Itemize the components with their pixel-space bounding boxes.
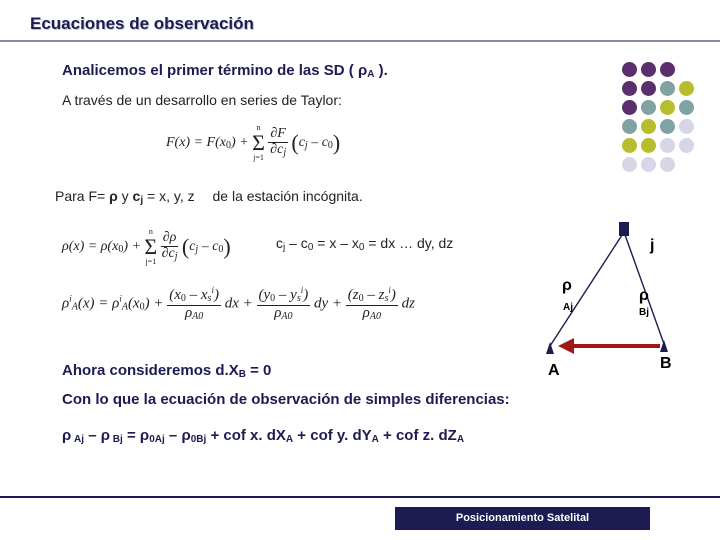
term-dy: + cof y. dY xyxy=(293,427,372,444)
decorative-dot xyxy=(679,138,694,153)
intro-heading-text: Analicemos el primer término de las SD ( xyxy=(62,62,358,79)
ahora-line xyxy=(62,362,271,380)
c-subscript: j xyxy=(140,195,144,206)
single-difference-equation xyxy=(62,427,464,445)
equals: = xyxy=(122,427,140,444)
label-a: A xyxy=(548,362,560,378)
decorative-dot xyxy=(660,100,675,115)
param-line xyxy=(55,188,363,206)
ahora-end: = 0 xyxy=(245,362,272,379)
x0-sub: 0 xyxy=(358,242,365,253)
ahora-text: Ahora consideremos d.X xyxy=(62,362,239,379)
rho-symbol: ρ xyxy=(109,188,118,204)
fraction-y: $\frac{(y_0 - y_s^i)}{\rho_{A0}}$ xyxy=(258,285,309,322)
param-tail: de la estación incógnita. xyxy=(212,188,363,204)
label-bj: Bj xyxy=(639,307,649,318)
decorative-dot xyxy=(679,100,694,115)
decorative-dot xyxy=(622,119,637,134)
arrow-head-icon xyxy=(558,338,574,354)
station-b-marker xyxy=(660,340,668,352)
cj-dash: – c xyxy=(285,235,308,251)
decorative-dot xyxy=(641,138,656,153)
label-j: j xyxy=(650,237,655,254)
intro-heading-end: ). xyxy=(374,62,388,79)
label-aj: Aj xyxy=(563,302,573,313)
rho-bj: ρ xyxy=(100,427,111,444)
cj-rest: = dx … dy, dz xyxy=(364,235,454,251)
param-post: = x, y, z xyxy=(143,188,195,204)
observation-geometry-diagram xyxy=(520,218,700,378)
decorative-dot xyxy=(679,119,694,134)
cj-c: c xyxy=(276,235,283,251)
satellite-j-marker xyxy=(619,222,629,236)
sub-0aj: 0Aj xyxy=(149,434,165,445)
decorative-dot xyxy=(641,81,656,96)
decorative-dot xyxy=(679,81,694,96)
decorative-dot xyxy=(622,62,637,77)
decorative-dot-grid xyxy=(622,62,714,174)
param-mid: y xyxy=(117,188,133,204)
partial-fraction: $\frac{\partial\rho}{\partial c_j}$ xyxy=(161,230,178,263)
rho-0bj: ρ xyxy=(181,427,191,444)
decorative-dot xyxy=(641,157,656,172)
term-dz: + cof z. dZ xyxy=(378,427,457,444)
sum-operator: n Σ j=1 xyxy=(252,123,265,162)
fraction-x: $\frac{(x_0 - x_s^i)}{\rho_{A0}}$ xyxy=(169,285,219,322)
decorative-dot xyxy=(660,138,675,153)
cj-sub: j xyxy=(283,242,286,253)
term-dx: + cof x. dX xyxy=(206,427,286,444)
cj-eqx: = x – x xyxy=(313,235,359,251)
decorative-dot xyxy=(641,100,656,115)
station-a-marker xyxy=(546,342,554,354)
label-rho-aj: ρ xyxy=(562,277,572,294)
cj-line xyxy=(276,235,453,253)
sum-operator: n Σ j=1 xyxy=(144,227,158,266)
sub-dy: A xyxy=(371,434,379,445)
decorative-dot xyxy=(660,119,675,134)
linearized-equation: $\rho^i_A(x) = \rho^i_A(x_0)$ + $\frac{(x_0 - x_s^i)}{\rho_{A0}}$ dx + $\frac{(y_0 - y_s^i)}{\rho_{A0}}$ dy + $\frac{(z_0 - z_s^i)}{\rho_{A0}}$ dz xyxy=(62,285,415,322)
decorative-dot xyxy=(622,100,637,115)
taylor-formula: $F(x) = F(x_0)$ + n Σ j=1 $\frac{\partial F}{\partial c_j}$ $(c_j - c_0)$ xyxy=(166,123,341,162)
sub-dz: A xyxy=(456,434,465,445)
partial-fraction: $\frac{\partial F}{\partial c_j}$ xyxy=(270,126,287,159)
decorative-dot xyxy=(641,62,656,77)
sub-0bj: 0Bj xyxy=(190,434,207,445)
footer-divider xyxy=(0,496,720,498)
decorative-dot xyxy=(660,157,675,172)
intro-taylor: A través de un desarrollo en series de Taylor: xyxy=(62,92,342,108)
minus-1: – xyxy=(84,427,101,444)
slide-title: Ecuaciones de observación xyxy=(30,14,254,33)
intro-heading xyxy=(62,62,388,80)
rho-taylor-formula: $\rho(x) = \rho(x_0)$ + n Σ j=1 $\frac{\partial\rho}{\partial c_j}$ $(c_j - c_0)$ xyxy=(62,227,231,266)
decorative-dot xyxy=(660,81,675,96)
conlo-line: Con lo que la ecuación de observación de simples diferencias: xyxy=(62,391,510,408)
sub-aj: Aj xyxy=(71,434,85,445)
decorative-dot xyxy=(622,138,637,153)
title-divider xyxy=(0,40,720,42)
minus-2: – xyxy=(164,427,182,444)
rho-subscript: A xyxy=(367,69,375,80)
fraction-z: $\frac{(z_0 - z_s^i)}{\rho_{A0}}$ xyxy=(347,285,396,322)
decorative-dot xyxy=(641,119,656,134)
c-symbol: c xyxy=(132,188,141,204)
c0-sub: 0 xyxy=(307,242,314,253)
rho-0aj: ρ xyxy=(139,427,150,444)
footer-label: Posicionamiento Satelital xyxy=(395,507,650,530)
decorative-dot xyxy=(622,81,637,96)
param-pre: Para F= xyxy=(55,188,110,204)
label-rho-bj: ρ xyxy=(639,287,649,304)
sub-dx: A xyxy=(285,434,294,445)
rho-aj: ρ xyxy=(62,427,72,444)
decorative-dot xyxy=(660,62,675,77)
ahora-subscript: B xyxy=(238,369,246,380)
rho-symbol: ρ xyxy=(357,62,368,79)
decorative-dot xyxy=(622,157,637,172)
label-b: B xyxy=(660,355,672,372)
sub-bj: Bj xyxy=(110,434,123,445)
